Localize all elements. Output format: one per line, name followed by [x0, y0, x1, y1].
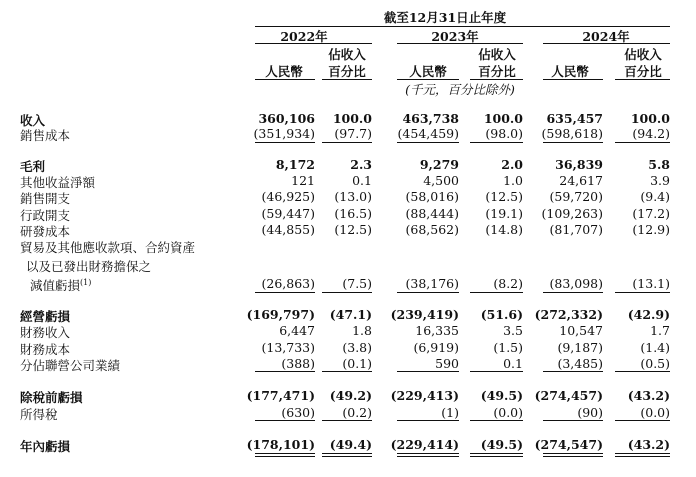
row-value: (178,101) — [246, 437, 315, 452]
pct-heading-2023-line1: 佔收入 — [478, 47, 516, 62]
row-label: 財務成本 — [20, 342, 71, 357]
row-value: (12.5) — [334, 222, 372, 237]
row-value: (49.5) — [480, 388, 523, 403]
row-value: (8.2) — [493, 276, 523, 291]
row-value: 6,447 — [279, 323, 315, 338]
row-label: 收入 — [20, 113, 46, 128]
row-value: (388) — [281, 356, 315, 371]
row-value: 16,335 — [415, 323, 459, 338]
row-value: 2.3 — [350, 157, 372, 172]
row-label: 除稅前虧損 — [20, 390, 83, 405]
subtotal-rule — [397, 142, 459, 143]
row-value: (6,919) — [413, 340, 459, 355]
row-value: 10,547 — [559, 323, 603, 338]
pct-heading-2024-line2: 百分比 — [624, 64, 662, 79]
subtotal-rule — [397, 456, 459, 457]
row-value: (3,485) — [557, 356, 603, 371]
row-label-line3 — [30, 276, 91, 294]
subtotal-rule — [255, 453, 315, 454]
subtotal-rule — [322, 371, 372, 372]
subtotal-rule — [255, 420, 315, 421]
row-value: 100.0 — [483, 111, 523, 126]
subtotal-rule — [615, 292, 670, 293]
row-value: (14.8) — [485, 222, 523, 237]
row-value: (0.0) — [493, 405, 523, 420]
row-value: 121 — [291, 173, 315, 188]
row-value: (81,707) — [549, 222, 603, 237]
row-value: 100.0 — [630, 111, 670, 126]
row-value: (1) — [441, 405, 459, 420]
row-value: (109,263) — [541, 206, 603, 221]
row-value: (239,419) — [390, 307, 459, 322]
row-value: (9,187) — [557, 340, 603, 355]
row-value: (19.1) — [485, 206, 523, 221]
row-value: (49.2) — [329, 388, 372, 403]
row-label: 行政開支 — [20, 208, 71, 223]
subtotal-rule — [543, 456, 603, 457]
subtotal-rule — [470, 420, 523, 421]
row-value: (26,863) — [261, 276, 315, 291]
row-value: 360,106 — [258, 111, 315, 126]
row-value: (90) — [577, 405, 603, 420]
row-label-line2: 以及已發出財務擔保之 — [26, 259, 152, 274]
row-value: (13.0) — [334, 189, 372, 204]
rmb-heading-2022: 人民幣 — [265, 64, 303, 79]
row-label: 年內虧損 — [20, 439, 71, 454]
subtotal-rule — [470, 371, 523, 372]
row-value: (49.5) — [480, 437, 523, 452]
row-value: 4,500 — [423, 173, 459, 188]
row-value: (630) — [281, 405, 315, 420]
row-value: 590 — [435, 356, 459, 371]
subtotal-rule — [322, 453, 372, 454]
col-rule — [543, 79, 603, 80]
row-value: 463,738 — [402, 111, 459, 126]
subtotal-rule — [543, 142, 603, 143]
subtotal-rule — [255, 371, 315, 372]
row-label: 貿易及其他應收款項、合約資產 — [20, 240, 196, 255]
row-label: 研發成本 — [20, 224, 71, 239]
subtotal-rule — [543, 371, 603, 372]
pct-heading-2024-line1: 佔收入 — [624, 47, 662, 62]
row-label: 分佔聯營公司業績 — [20, 358, 121, 373]
row-value: (17.2) — [632, 206, 670, 221]
row-value: 3.5 — [503, 323, 523, 338]
row-label: 所得稅 — [20, 407, 58, 422]
subtotal-rule — [322, 292, 372, 293]
row-value: (0.0) — [640, 405, 670, 420]
row-value: (44,855) — [261, 222, 315, 237]
year-2024: 2024年 — [582, 29, 630, 44]
row-label: 其他收益淨額 — [20, 175, 96, 190]
row-value: (169,797) — [246, 307, 315, 322]
subtotal-rule — [322, 456, 372, 457]
col-rule — [322, 79, 372, 80]
pct-heading-2023-line2: 百分比 — [478, 64, 516, 79]
row-value: (9.4) — [640, 189, 670, 204]
row-value: (274,457) — [534, 388, 603, 403]
unit-note: (千元，百分比除外) — [405, 82, 515, 97]
row-value: (229,413) — [390, 388, 459, 403]
period-heading: 截至12月31日止年度 — [383, 10, 507, 25]
col-rule — [615, 79, 670, 80]
pct-heading-2022-line2: 百分比 — [328, 64, 366, 79]
row-value: 1.0 — [503, 173, 523, 188]
subtotal-rule — [615, 456, 670, 457]
row-value: (38,176) — [405, 276, 459, 291]
row-value: (46,925) — [261, 189, 315, 204]
row-value: (94.2) — [632, 126, 670, 141]
row-value: (83,098) — [549, 276, 603, 291]
row-value: 0.1 — [352, 173, 372, 188]
year-rule-2022 — [255, 43, 372, 44]
subtotal-rule — [470, 142, 523, 143]
subtotal-rule — [543, 453, 603, 454]
row-value: (68,562) — [405, 222, 459, 237]
row-value: (51.6) — [480, 307, 523, 322]
subtotal-rule — [322, 142, 372, 143]
pct-heading-2022-line1: 佔收入 — [328, 47, 366, 62]
rmb-heading-2023: 人民幣 — [409, 64, 447, 79]
row-value: (1.5) — [493, 340, 523, 355]
row-value: (598,618) — [541, 126, 603, 141]
row-value: (43.2) — [627, 388, 670, 403]
row-value: (58,016) — [405, 189, 459, 204]
row-value: (274,547) — [534, 437, 603, 452]
row-value: (12.5) — [485, 189, 523, 204]
row-value: 3.9 — [650, 173, 670, 188]
row-label: 銷售成本 — [20, 128, 71, 143]
row-value: (49.4) — [329, 437, 372, 452]
row-value: (98.0) — [485, 126, 523, 141]
row-value: 1.8 — [352, 323, 372, 338]
row-value: (59,447) — [261, 206, 315, 221]
row-value: 0.1 — [503, 356, 523, 371]
year-rule-2024 — [543, 43, 670, 44]
row-value: (272,332) — [534, 307, 603, 322]
row-value: 5.8 — [648, 157, 670, 172]
subtotal-rule — [397, 420, 459, 421]
row-value: (454,459) — [397, 126, 459, 141]
year-2022: 2022年 — [280, 29, 328, 44]
year-2023: 2023年 — [431, 29, 479, 44]
subtotal-rule — [255, 142, 315, 143]
row-value: 9,279 — [419, 157, 459, 172]
subtotal-rule — [470, 453, 523, 454]
row-value: (59,720) — [549, 189, 603, 204]
row-value: 36,839 — [555, 157, 603, 172]
subtotal-rule — [255, 456, 315, 457]
row-value: (42.9) — [627, 307, 670, 322]
row-value: (7.5) — [342, 276, 372, 291]
row-value: 635,457 — [546, 111, 603, 126]
row-label-text: 減值虧損 — [30, 278, 81, 293]
row-value: (97.7) — [334, 126, 372, 141]
subtotal-rule — [255, 292, 315, 293]
subtotal-rule — [615, 142, 670, 143]
row-value: (12.9) — [632, 222, 670, 237]
subtotal-rule — [615, 420, 670, 421]
subtotal-rule — [397, 453, 459, 454]
subtotal-rule — [543, 292, 603, 293]
subtotal-rule — [397, 371, 459, 372]
row-value: (0.5) — [640, 356, 670, 371]
subtotal-rule — [470, 456, 523, 457]
row-value: 8,172 — [275, 157, 315, 172]
row-value: (0.1) — [342, 356, 372, 371]
subtotal-rule — [615, 453, 670, 454]
row-value: (88,444) — [405, 206, 459, 221]
subtotal-rule — [543, 420, 603, 421]
year-rule-2023 — [397, 43, 523, 44]
row-value: (3.8) — [342, 340, 372, 355]
row-value: (13.1) — [632, 276, 670, 291]
row-value: (177,471) — [246, 388, 315, 403]
subtotal-rule — [322, 420, 372, 421]
row-value: (47.1) — [329, 307, 372, 322]
row-value: 24,617 — [559, 173, 603, 188]
footnote-marker: (1) — [80, 277, 92, 287]
row-label: 經營虧損 — [20, 309, 71, 324]
row-label: 銷售開支 — [20, 191, 71, 206]
col-rule — [255, 79, 315, 80]
subtotal-rule — [615, 371, 670, 372]
row-value: (229,414) — [390, 437, 459, 452]
row-label: 財務收入 — [20, 325, 71, 340]
subtotal-rule — [470, 292, 523, 293]
row-value: 1.7 — [650, 323, 670, 338]
row-value: (13,733) — [261, 340, 315, 355]
subtotal-rule — [397, 292, 459, 293]
row-value: (1.4) — [640, 340, 670, 355]
row-value: (351,934) — [253, 126, 315, 141]
row-value: 100.0 — [332, 111, 372, 126]
row-label: 毛利 — [20, 159, 46, 174]
row-value: (43.2) — [627, 437, 670, 452]
row-value: (16.5) — [334, 206, 372, 221]
row-value: 2.0 — [501, 157, 523, 172]
rmb-heading-2024: 人民幣 — [551, 64, 589, 79]
row-value: (0.2) — [342, 405, 372, 420]
